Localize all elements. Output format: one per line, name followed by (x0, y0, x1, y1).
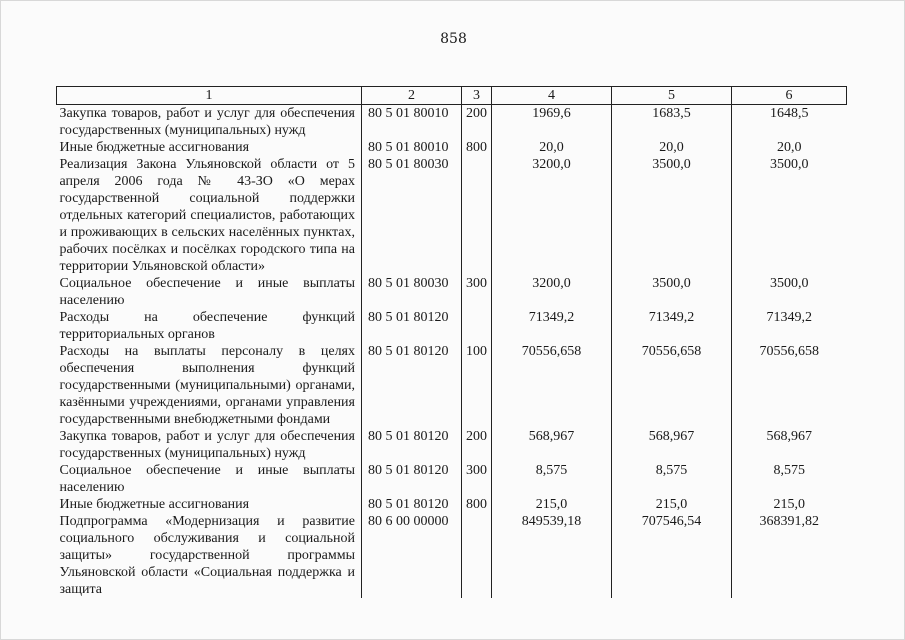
row-value-1: 8,575 (492, 462, 612, 496)
row-description: Расходы на обеспечение функций территориальных органов (59, 310, 355, 342)
row-value-2: 3500,0 (612, 156, 732, 275)
row-code: 80 5 01 80120 (362, 462, 462, 496)
column-header: 6 (732, 87, 847, 105)
table-row (57, 105, 847, 140)
column-header: 4 (492, 87, 612, 105)
row-value-1: 70556,658 (492, 343, 612, 428)
table-row (57, 139, 847, 156)
row-value-1: 568,967 (492, 428, 612, 462)
row-expense-type: 800 (462, 496, 492, 513)
row-value-3: 1648,5 (732, 105, 847, 140)
row-value-3: 568,967 (732, 428, 847, 462)
row-code: 80 5 01 80010 (362, 139, 462, 156)
row-description: Социальное обеспечение и иные выплаты населению (59, 276, 355, 308)
row-value-1: 849539,18 (492, 513, 612, 598)
table-row (57, 513, 847, 598)
row-code: 80 5 01 80120 (362, 428, 462, 462)
table-row (57, 496, 847, 513)
row-value-2: 20,0 (612, 139, 732, 156)
row-value-1: 3200,0 (492, 275, 612, 309)
row-value-1: 1969,6 (492, 105, 612, 140)
row-description: Подпрограмма «Модернизация и развитие социального обслуживания и социальной защиты» государственной программы Ульяновской области «Социальная поддержка и защита (59, 514, 355, 597)
table-row (57, 428, 847, 462)
row-value-3: 20,0 (732, 139, 847, 156)
row-expense-type (462, 513, 492, 598)
row-value-3: 215,0 (732, 496, 847, 513)
row-value-2: 707546,54 (612, 513, 732, 598)
row-value-2: 215,0 (612, 496, 732, 513)
table-row (57, 309, 847, 343)
row-value-2: 1683,5 (612, 105, 732, 140)
row-code: 80 6 00 00000 (362, 513, 462, 598)
row-value-1: 71349,2 (492, 309, 612, 343)
row-value-2: 71349,2 (612, 309, 732, 343)
row-value-1: 3200,0 (492, 156, 612, 275)
table-row (57, 462, 847, 496)
row-code: 80 5 01 80030 (362, 156, 462, 275)
row-code: 80 5 01 80010 (362, 105, 462, 140)
row-description: Иные бюджетные ассигнования (59, 140, 250, 155)
row-value-2: 568,967 (612, 428, 732, 462)
row-description: Расходы на выплаты персоналу в целях обеспечения выполнения функций государственными (муниципальными) органами, казёнными учреждениями, органами управления государственными внебюджетными фондами (59, 344, 355, 427)
row-value-3: 3500,0 (732, 275, 847, 309)
row-expense-type: 200 (462, 428, 492, 462)
table-row (57, 343, 847, 428)
column-header: 5 (612, 87, 732, 105)
page-number: 858 (440, 31, 467, 47)
row-description: Иные бюджетные ассигнования (59, 497, 250, 512)
row-value-1: 20,0 (492, 139, 612, 156)
row-value-2: 8,575 (612, 462, 732, 496)
row-value-3: 368391,82 (732, 513, 847, 598)
row-expense-type (462, 309, 492, 343)
row-expense-type: 100 (462, 343, 492, 428)
header-row (57, 87, 847, 105)
row-value-3: 71349,2 (732, 309, 847, 343)
row-expense-type: 300 (462, 275, 492, 309)
table-row (57, 275, 847, 309)
row-code: 80 5 01 80120 (362, 309, 462, 343)
row-value-2: 70556,658 (612, 343, 732, 428)
row-code: 80 5 01 80120 (362, 343, 462, 428)
row-description: Социальное обеспечение и иные выплаты населению (59, 463, 355, 495)
row-code: 80 5 01 80120 (362, 496, 462, 513)
row-value-1: 215,0 (492, 496, 612, 513)
budget-table (56, 86, 847, 598)
row-value-2: 3500,0 (612, 275, 732, 309)
row-expense-type: 300 (462, 462, 492, 496)
row-description: Закупка товаров, работ и услуг для обеспечения государственных (муниципальных) нужд (59, 429, 355, 461)
row-expense-type: 200 (462, 105, 492, 140)
table-row (57, 156, 847, 275)
row-code: 80 5 01 80030 (362, 275, 462, 309)
row-expense-type (462, 156, 492, 275)
column-header: 1 (57, 87, 362, 105)
column-header: 2 (362, 87, 462, 105)
row-description: Закупка товаров, работ и услуг для обеспечения государственных (муниципальных) нужд (59, 106, 355, 138)
row-value-3: 8,575 (732, 462, 847, 496)
row-value-3: 70556,658 (732, 343, 847, 428)
column-header: 3 (462, 87, 492, 105)
row-expense-type: 800 (462, 139, 492, 156)
row-description: Реализация Закона Ульяновской области от 5 апреля 2006 года № 43-ЗО «О мерах государственной социальной поддержки отдельных категорий специалистов, работающих и проживающих в сельских населённых пунктах, рабочих посёлках и посёлках городского типа на территории Ульяновской области» (59, 157, 355, 274)
row-value-3: 3500,0 (732, 156, 847, 275)
